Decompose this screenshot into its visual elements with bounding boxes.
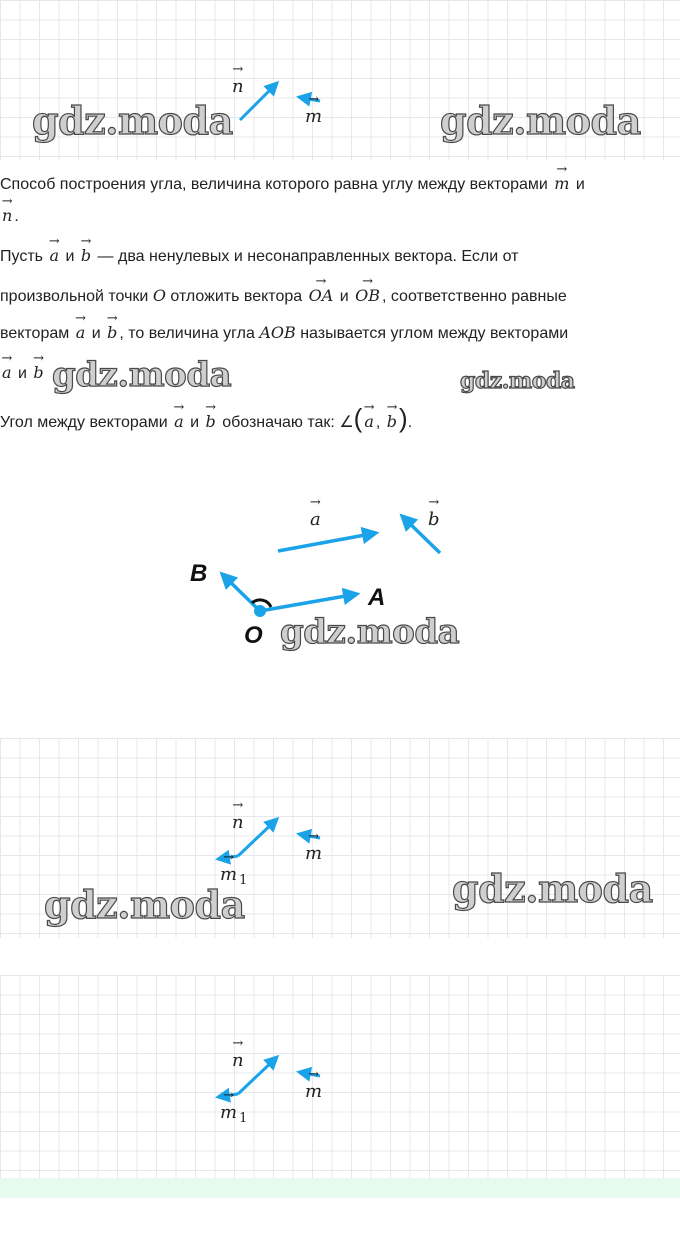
point-label-O: O bbox=[244, 622, 263, 649]
watermark-1: gdz.moda bbox=[32, 98, 233, 143]
label-n-1: → n bbox=[230, 76, 246, 97]
label-m-3: → m bbox=[303, 1081, 324, 1102]
paragraph-3: Угол между векторами → a и → b обозначаю так: ∠(→ a , → b). bbox=[0, 408, 412, 433]
vector-OB bbox=[222, 574, 260, 611]
vec-m: → m bbox=[552, 174, 571, 194]
watermark-4: gdz.moda bbox=[460, 368, 575, 394]
label-m-1: → m bbox=[303, 106, 324, 127]
label-m1-3: → m $_1$ bbox=[218, 1102, 247, 1126]
watermark-2: gdz.moda bbox=[440, 98, 641, 143]
paragraph-1-line-1: Способ построения угла, величина которого равна углу между векторами → m и bbox=[0, 174, 585, 195]
watermark-5: gdz.moda bbox=[280, 612, 460, 652]
label-n-3: → n bbox=[230, 1050, 246, 1071]
point-O-dot bbox=[254, 605, 266, 617]
label-n-2: → n bbox=[230, 812, 246, 833]
label-m-2: → m bbox=[303, 843, 324, 864]
label-m1-2: → m $_1$ bbox=[218, 864, 247, 888]
point-label-A: A bbox=[368, 584, 386, 611]
vec-n: → n bbox=[0, 206, 14, 226]
point-label-B: B bbox=[190, 560, 208, 587]
watermark-6: gdz.moda bbox=[44, 882, 245, 927]
paragraph-2-line-2: произвольной точки O отложить вектора → OA и → OB , соответственно равные bbox=[0, 286, 567, 307]
paragraph-2-line-1: Пусть → a и → b — два ненулевых и несонаправленных вектора. Если от bbox=[0, 246, 518, 267]
vector-a-free bbox=[278, 533, 376, 551]
paragraph-2-line-4: → a и → b bbox=[0, 363, 46, 384]
paragraph-2-line-3: векторам → a и → b , то величина угла AOB называется углом между векторами bbox=[0, 323, 568, 344]
watermark-3: gdz.moda bbox=[52, 355, 232, 395]
label-a-free: → a bbox=[308, 509, 323, 530]
paragraph-1-line-2: → n . bbox=[0, 206, 19, 227]
watermark-7: gdz.moda bbox=[452, 866, 653, 911]
vector-OA bbox=[260, 594, 357, 611]
label-b-free: → b bbox=[426, 509, 442, 530]
